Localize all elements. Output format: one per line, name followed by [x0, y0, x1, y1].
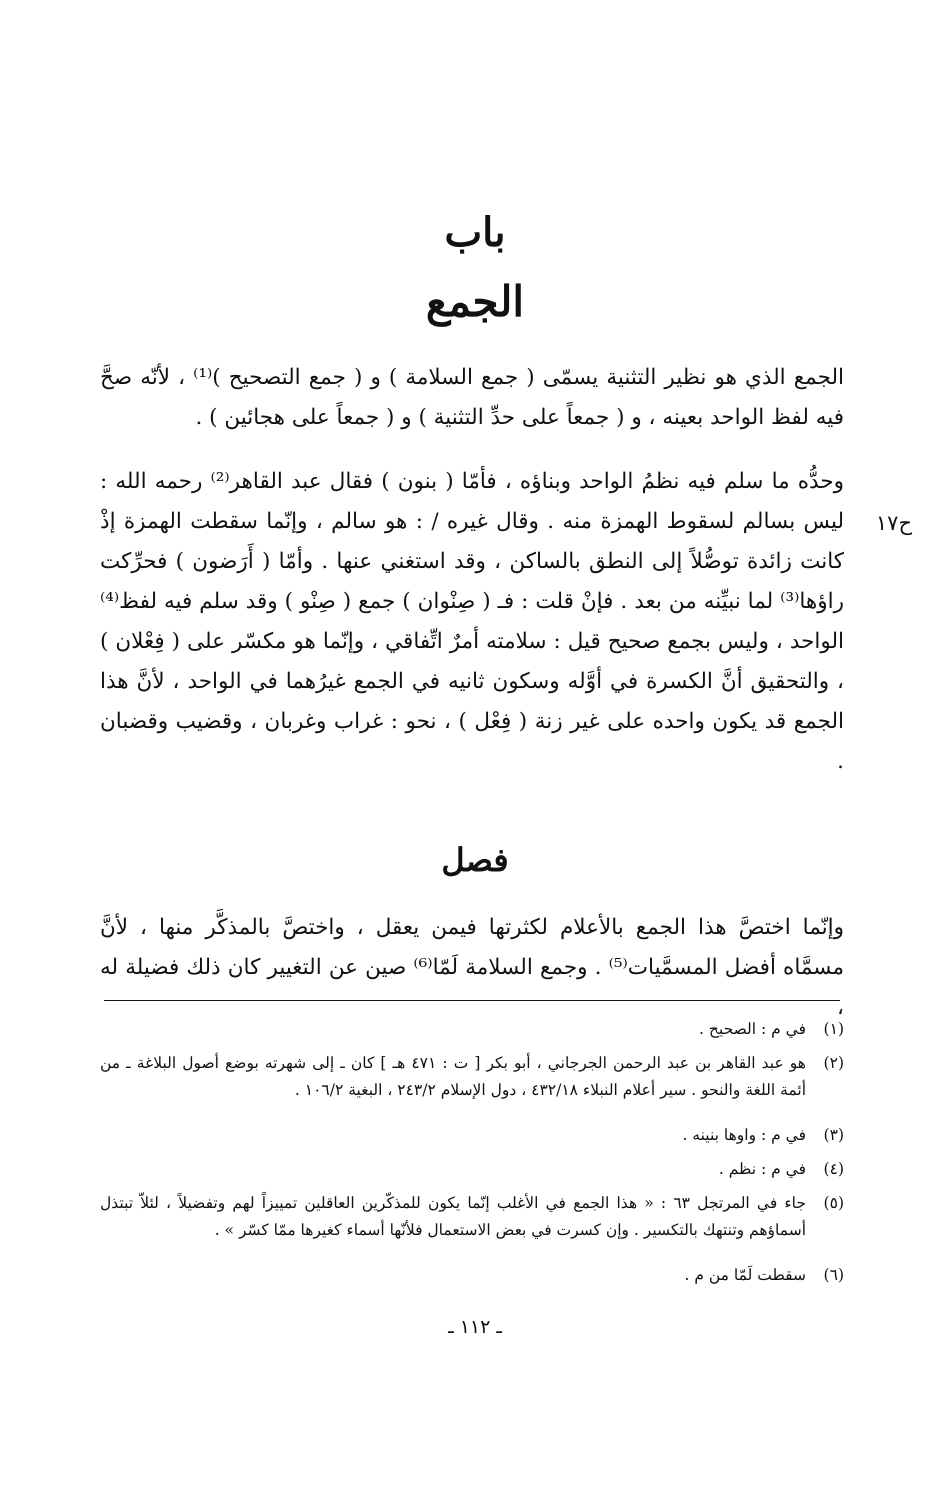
footnote-text: في م : الصحيح .	[699, 1020, 806, 1038]
chapter-title: الجمع	[425, 277, 525, 326]
footnote	[100, 1016, 844, 1043]
footnote-number: (١)	[823, 1020, 844, 1038]
footnote-text: في م : نظم .	[718, 1160, 806, 1178]
chapter-heading: باب	[444, 209, 506, 256]
section-heading: فصل	[441, 841, 509, 879]
footnote-number: (٦)	[823, 1266, 844, 1284]
body-paragraph-2: وحدُّه ما سلم فيه نظمُ الواحد وبناؤه ، فأمّا ( بنون ) فقال عبد القاهر⁽²⁾ رحمه الله : ليس بسالم لسقوط الهمزة منه . وقال غيره / : هو سالم ، وإنّما سقطت الهمزة إذْ كانت زائدة توصُّلاً إلى النطق بالساكن ، وقد استغني عنها . وأمّا ( أَرَضون ) فحرِّكت راؤها⁽³⁾ لما نبيِّنه من بعد . فإنْ قلت : فـ ( صِنْوان ) جمع ( صِنْو ) وقد سلم فيه لفظ⁽⁴⁾ الواحد ، وليس بجمع صحيح قيل : سلامته أمرٌ اتِّفاقي ، وإنّما هو مكسّر على ( فِعْلان ) ، والتحقيق أنَّ الكسرة في أوَّله وسكون ثانيه في الجمع غيرُهما في الواحد ، لأنَّ هذا الجمع قد يكون واحده على غير زنة ( فِعْل ) ، نحو : غراب وغربان ، وقضيب وقضبان .	[100, 469, 845, 774]
body-paragraph-1: الجمع الذي هو نظير التثنية يسمّى ( جمع السلامة ) و ( جمع التصحيح )⁽¹⁾ ، لأنّه صحَّ فيه لفظ الواحد بعينه ، و ( جمعاً على حدِّ التثنية ) و ( جمعاً على هجائين ) .	[100, 365, 844, 430]
footnote-number: (٥)	[823, 1194, 844, 1212]
body-paragraph-3: وإنّما اختصَّ هذا الجمع بالأعلام لكثرتها فيمن يعقل ، واختصَّ بالمذكَّر منها ، لأنَّ مسمَّاه أفضل المسمَّيات⁽⁵⁾ . وجمع السلامة لَمّا⁽⁶⁾ صين عن التغيير كان ذلك فضيلة له ،	[100, 915, 844, 1020]
footnote-number: (٢)	[823, 1054, 844, 1072]
footnote-divider	[104, 1000, 840, 1001]
footnote	[100, 1190, 844, 1244]
footnote-text: سقطت لَمّا من م .	[684, 1266, 806, 1284]
footnote	[100, 1050, 844, 1104]
footnote	[100, 1156, 844, 1183]
footnote	[100, 1122, 844, 1149]
footnote-text: هو عبد القاهر بن عبد الرحمن الجرجاني ، أبو بكر [ ت : ٤٧١ هـ ] كان ـ إلى شهرته بوضع أصول البلاغة ـ من أئمة اللغة والنحو . سير أعلام النبلاء ٤٣٢/١٨ ، دول الإسلام ٢٤٣/٢ ، البغية ١٠٦/٢ .	[100, 1054, 806, 1099]
footnote-text: في م : واوها بنينه .	[682, 1126, 806, 1144]
footnote	[100, 1262, 844, 1289]
page-number: ـ ١١٢ ـ	[448, 1316, 502, 1338]
footnote-number: (٣)	[823, 1126, 844, 1144]
footnote-text: جاء في المرتجل ٦٣ : « هذا الجمع في الأغلب إنّما يكون للمذكّرين العاقلين تمييزاً لهم وتفضيلاً ، لئلاّ تبتذل أسماؤهم وتنتهك بالتكسير . وإن كسرت في بعض الاستعمال فلأنّها أسماء كغيرها ممّا كسّر » .	[100, 1194, 806, 1239]
manuscript-folio-marker: ح١٧	[875, 511, 912, 535]
footnote-number: (٤)	[823, 1160, 844, 1178]
